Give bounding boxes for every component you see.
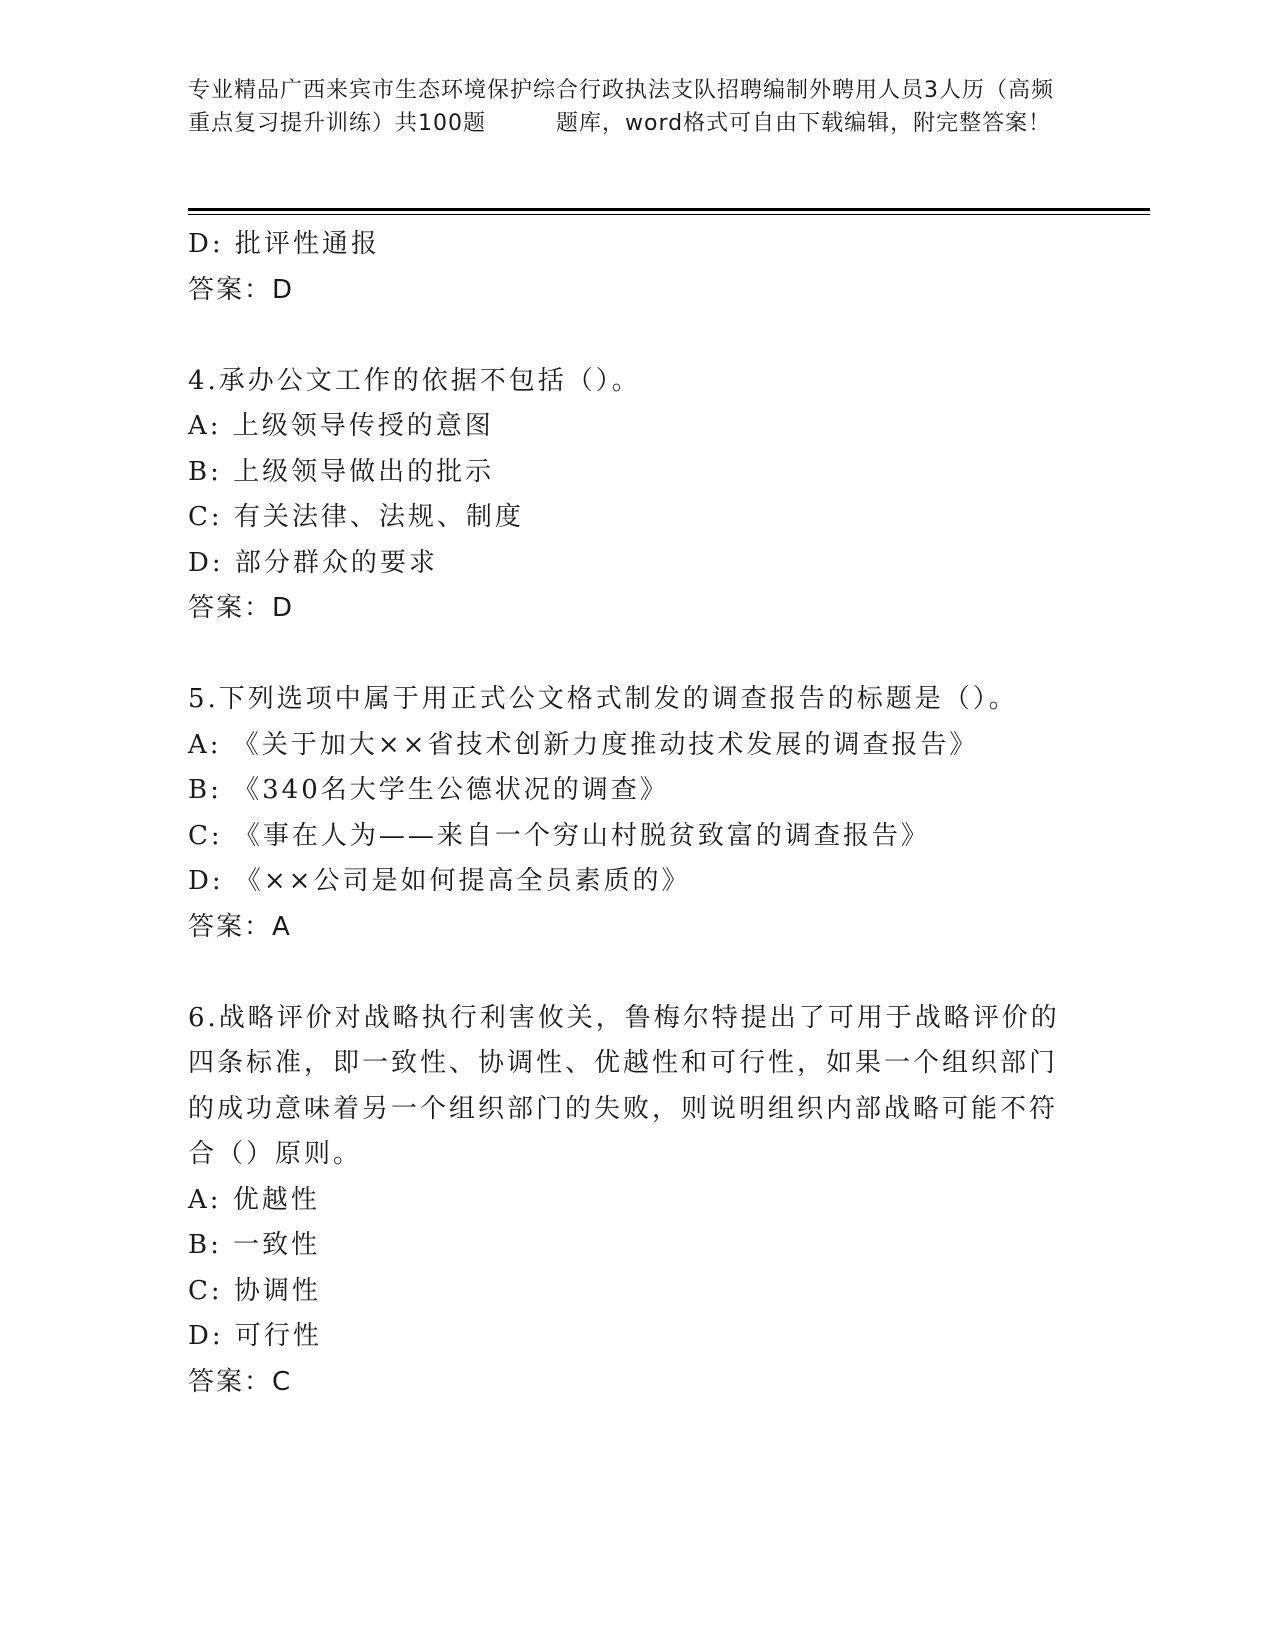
header-title-part1: 专业精品广西来宾市生态环境保护综合行政执法支队招聘编制外聘用人员3人历（高频重点复习提升训练）共100题 [188, 78, 1054, 136]
question-5 [188, 677, 1088, 950]
option-d: D: 可行性 [188, 1321, 322, 1351]
answer: 答案：D [188, 274, 295, 305]
question-3-tail [188, 222, 1088, 313]
option-c: C: 协调性 [188, 1275, 321, 1306]
option-a: A: 优越性 [188, 1184, 320, 1215]
spacer [188, 313, 1088, 359]
option-a: A: 上级领导传授的意图 [188, 411, 494, 441]
spacer [188, 632, 1088, 678]
option-a: A: 《关于加大××省技术创新力度推动技术发展的调查报告》 [188, 729, 979, 760]
header-title-part2: 题库，word格式可自由下载编辑，附完整答案！ [556, 111, 1052, 136]
option-d: D: 部分群众的要求 [188, 547, 438, 578]
header-divider-thick [188, 208, 1150, 211]
question-stem: 5.下列选项中属于用正式公文格式制发的调查报告的标题是（）。 [188, 684, 1018, 714]
header-divider-thin [188, 214, 1150, 215]
question-stem: 4.承办公文工作的依据不包括（）。 [188, 365, 641, 396]
answer: 答案：C [188, 1366, 293, 1397]
option-b: B: 一致性 [188, 1230, 321, 1260]
option-c: C: 《事在人为——来自一个穷山村脱贫致富的调查报告》 [188, 820, 930, 851]
answer: 答案：D [188, 593, 295, 623]
document-header [188, 74, 1068, 140]
option-d: D: 《××公司是如何提高全员素质的》 [188, 866, 691, 896]
answer: 答案：A [188, 911, 292, 942]
question-6 [188, 996, 1088, 1406]
option-c: C: 有关法律、法规、制度 [188, 502, 524, 532]
question-list [188, 222, 1088, 1405]
spacer [188, 950, 1088, 996]
option-b: B: 上级领导做出的批示 [188, 456, 495, 487]
question-4 [188, 359, 1088, 632]
option-d: D: 批评性通报 [188, 229, 380, 259]
question-stem: 6.战略评价对战略执行利害攸关，鲁梅尔特提出了可用于战略评价的四条标准，即一致性、协调性、优越性和可行性，如果一个组织部门的成功意味着另一个组织部门的失败，则说明组织内部战略可能不符合（）原则。 [188, 1002, 1060, 1169]
option-b: B: 《340名大学生公德状况的调查》 [188, 775, 669, 805]
